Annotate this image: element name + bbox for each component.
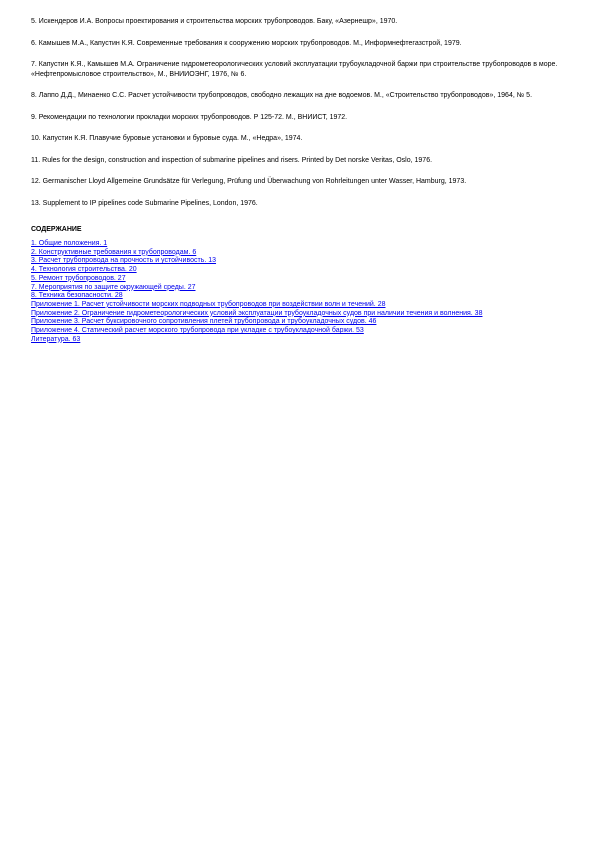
toc-link[interactable]: 4. Технология строительства. 20 — [31, 266, 137, 274]
table-of-contents — [31, 240, 551, 344]
toc-link[interactable]: 1. Общие положения. 1 — [31, 240, 108, 247]
reference-item: 10. Капустин К.Я. Плавучие буровые установки и буровые суда. М., «Недра», 1974. — [31, 135, 303, 142]
reference-item: 11. Rules for the design, construction and inspection of submarine pipelines and risers. Printed by Det norske Veritas, Oslo, 1976. — [31, 156, 433, 164]
toc-heading: СОДЕРЖАНИЕ — [31, 226, 82, 233]
reference-item: 8. Лаппо Д.Д., Минаенко С.С. Расчет устойчивости трубопроводов, свободно лежащих на дне водоемов. М., «Строительство трубопроводов», 1964, № 5. — [31, 92, 533, 99]
reference-item: 5. Искендеров И.А. Вопросы проектирования и строительства морских трубопроводов. Баку, «Азернешр», 1970. — [31, 18, 398, 25]
reference-item: 13. Supplement to IP pipelines code Submarine Pipelines, London, 1976. — [31, 199, 258, 207]
references-list — [31, 17, 571, 208]
reference-item: 12. Germanischer Lloyd Allgemeine Grundsätze für Verlegung, Prüfung und Überwachung von Rohrleitungen unter Wasser, Hamburg, 1973. — [31, 178, 467, 185]
reference-item: 7. Капустин К.Я., Камышев М.А. Ограничение гидрометеорологических условий эксплуатации трубоукладочной баржи при строительстве трубопроводов в море. «Нефтепромысловое строительство», М., ВНИИОЭНГ, 1976, № 6. — [31, 61, 558, 78]
toc-link[interactable]: 8. Техника безопасности. 28 — [31, 292, 123, 300]
toc-link[interactable]: Литература. 63 — [31, 335, 81, 343]
toc-link[interactable]: 5. Ремонт трубопроводов. 27 — [31, 274, 126, 282]
reference-item: 6. Камышев М.А., Капустин К.Я. Современные требования к сооружению морских трубопроводов. М., Информнефтегазстрой, 1979. — [31, 39, 462, 47]
toc-link[interactable]: 2. Конструктивные требования к трубопроводам. 6 — [31, 248, 197, 256]
toc-link[interactable]: Приложение 2. Ограничение гидрометеорологических условий эксплуатации трубоукладочных судов при наличии течения и волнения. 38 — [31, 309, 483, 317]
toc-link[interactable]: Приложение 4. Статический расчет морского трубопровода при укладке с трубоукладочной баржи. 53 — [31, 327, 364, 335]
toc-link[interactable]: 3. Расчет трубопровода на прочность и устойчивость. 13 — [31, 257, 217, 265]
reference-item: 9. Рекомендации по технологии прокладки морских трубопроводов. Р 125-72. М., ВНИИСТ, 1972. — [31, 113, 348, 121]
toc-link[interactable]: Приложение 3. Расчет буксировочного сопротивления плетей трубопровода и трубоукладочных судов. 46 — [31, 318, 377, 326]
toc-link[interactable]: 7. Мероприятия по защите окружающей среды. 27 — [31, 283, 196, 291]
toc-link[interactable]: Приложение 1. Расчет устойчивости морских подводных трубопроводов при воздействии волн и течений. 28 — [31, 300, 386, 308]
